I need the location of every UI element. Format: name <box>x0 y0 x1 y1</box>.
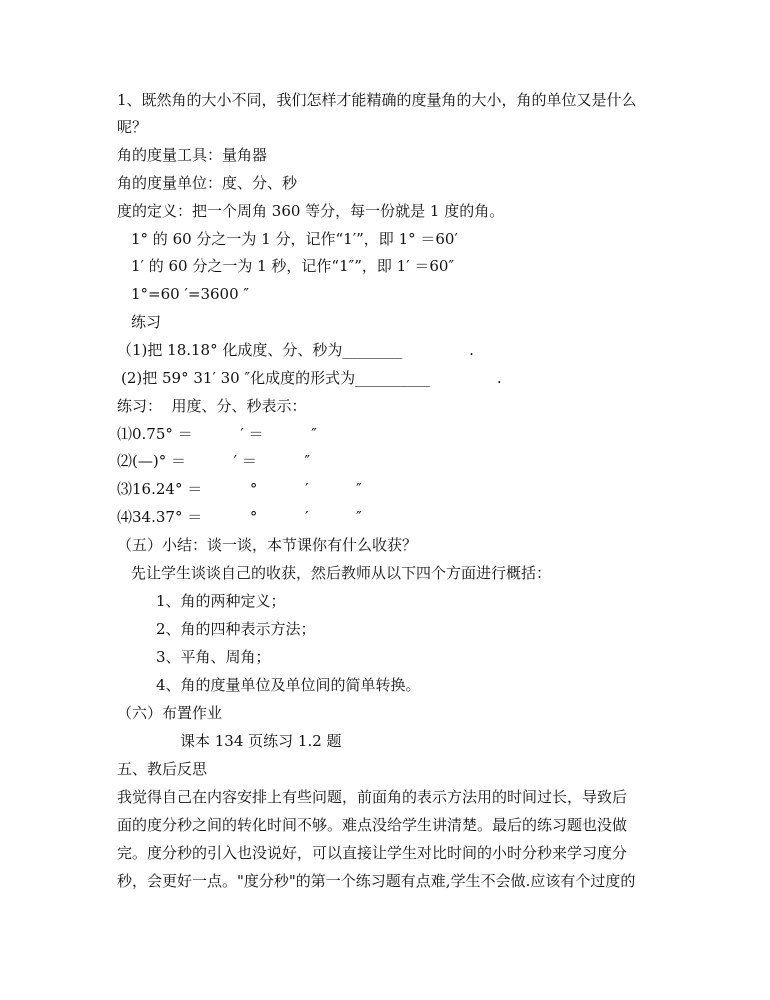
exercise-line: ⑵(—)° ＝ ′ ＝ ″ <box>117 452 311 470</box>
text-line: 度的定义：把一个周角 360 等分，每一份就是 1 度的角。 <box>117 202 505 220</box>
section-heading: 五、教后反思 <box>117 760 208 778</box>
section-heading: （五）小结：谈一谈，本节课你有什么收获？ <box>117 536 418 554</box>
text-line: 1° 的 60 分之一为 1 分，记作“1′”，即 1° ＝60′ <box>131 230 458 248</box>
exercise-line: (2)把 59° 31′ 30 ″化成度的形式为__________ . <box>121 369 502 387</box>
list-item: 2、角的四种表示方法； <box>156 620 316 638</box>
list-item: 4、角的度量单位及单位间的简单转换。 <box>156 676 421 694</box>
paragraph-line: 秒，会更好一点。"度分秒"的第一个练习题有点难,学生不会做.应该有个过度的 <box>117 872 636 890</box>
text-line: 1°=60 ′=3600 ″ <box>131 285 249 303</box>
text-line: 课本 134 页练习 1.2 题 <box>180 732 342 750</box>
section-heading: （六）布置作业 <box>117 704 223 722</box>
text-line: 角的度量工具：量角器 <box>117 146 268 164</box>
paragraph-line: 我觉得自己在内容安排上有些问题，前面角的表示方法用的时间过长，导致后 <box>117 788 628 806</box>
paragraph-line: 完。度分秒的引入也没说好，可以直接让学生对比时间的小时分秒来学习度分 <box>117 844 628 862</box>
text-line: 练习： 用度、分、秒表示： <box>117 397 307 415</box>
list-item: 3、平角、周角； <box>156 648 271 666</box>
text-line: 1′ 的 60 分之一为 1 秒，记作“1″”，即 1′ ＝60″ <box>131 257 455 275</box>
paragraph-line: 面的度分秒之间的转化时间不够。难点没给学生讲清楚。最后的练习题也没做 <box>117 816 628 834</box>
text-line: 1、既然角的大小不同，我们怎样才能精确的度量角的大小，角的单位又是什么 <box>117 91 637 109</box>
text-line: 呢？ <box>117 118 148 136</box>
text-line: 角的度量单位：度、分、秒 <box>117 174 298 192</box>
exercise-line: （1)把 18.18° 化成度、分、秒为________ . <box>117 341 474 359</box>
exercise-line: ⑷34.37° ＝ ° ′ ″ <box>117 508 362 526</box>
exercise-line: ⑶16.24° ＝ ° ′ ″ <box>117 480 362 498</box>
text-line: 先让学生谈谈自己的收获，然后教师从以下四个方面进行概括： <box>131 564 552 582</box>
text-line: 练习 <box>131 313 162 331</box>
exercise-line: ⑴0.75° ＝ ′ ＝ ″ <box>117 425 317 443</box>
list-item: 1、角的两种定义； <box>156 592 286 610</box>
